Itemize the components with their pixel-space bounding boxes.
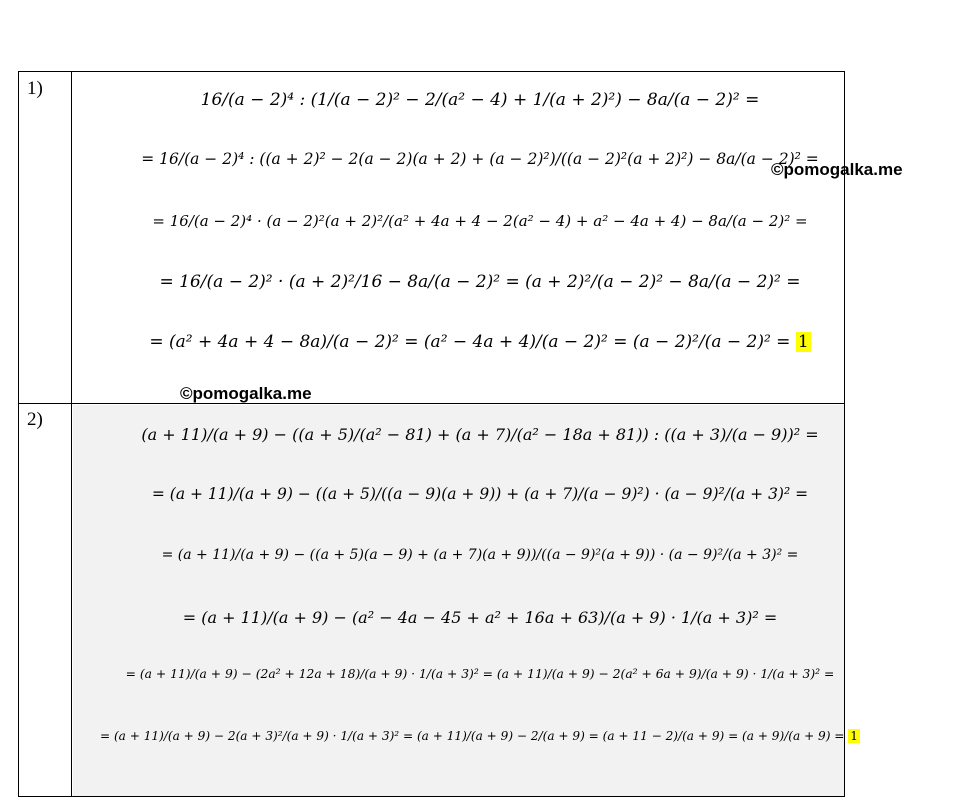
- problem-2-number: 2): [27, 409, 43, 430]
- p1-line-1: 16/(a − 2)⁴ : (1/(a − 2)² − 2/(a² − 4) + 1/(a + 2)²) − 8a/(a − 2)² =: [200, 90, 760, 110]
- row-divider: [19, 403, 844, 404]
- p2-line-4: = (a + 11)/(a + 9) − (a² − 4a − 45 + a² + 16a + 63)/(a + 9) · 1/(a + 3)² =: [182, 608, 778, 627]
- watermark-top-right: ©pomogalka.me: [771, 160, 903, 179]
- p1-line-3: = 16/(a − 2)⁴ · (a − 2)²(a + 2)²/(a² + 4a + 4 − 2(a² − 4) + a² − 4a + 4) − 8a/(a − 2)² =: [152, 212, 808, 230]
- watermark-middle: ©pomogalka.me: [180, 384, 312, 403]
- p2-line-1: (a + 11)/(a + 9) − ((a + 5)/(a² − 81) + (a + 7)/(a² − 18a + 81)) : ((a + 3)/(a − 9))² =: [141, 425, 819, 444]
- p1-line-4: = 16/(a − 2)² · (a + 2)²/16 − 8a/(a − 2)² = (a + 2)²/(a − 2)² − 8a/(a − 2)² =: [159, 272, 801, 292]
- problem-1-number: 1): [27, 78, 43, 99]
- p1-line-2: = 16/(a − 2)⁴ : ((a + 2)² − 2(a − 2)(a + 2) + (a − 2)²)/((a − 2)²(a + 2)²) − 8a/(a − 2)² =: [141, 150, 819, 168]
- p1-line-5: = (a² + 4a + 4 − 8a)/(a − 2)² = (a² − 4a + 4)/(a − 2)² = (a − 2)²/(a − 2)² = 1: [149, 332, 809, 352]
- p2-line-5: = (a + 11)/(a + 9) − (2a² + 12a + 18)/(a + 9) · 1/(a + 3)² = (a + 11)/(a + 9) − 2(a² + 6a + 9)/(a + 9) · 1/(a + 3)² =: [125, 667, 835, 681]
- p2-line-2: = (a + 11)/(a + 9) − ((a + 5)/((a − 9)(a + 9)) + (a + 7)/(a − 9)²) · (a − 9)²/(a + 3)² =: [151, 485, 809, 503]
- p1-answer-highlight: 1: [797, 332, 809, 352]
- p2-answer-highlight: 1: [850, 729, 858, 743]
- p2-line-6: = (a + 11)/(a + 9) − 2(a + 3)²/(a + 9) · 1/(a + 3)² = (a + 11)/(a + 9) − 2/(a + 9) = (a + 11 − 2)/(a + 9) = (a + 9)/(a + 9) = 1: [99, 729, 858, 743]
- p2-line-3: = (a + 11)/(a + 9) − ((a + 5)(a − 9) + (a + 7)(a + 9))/((a − 9)²(a + 9)) · (a − 9)²/(a + 3)² =: [161, 547, 799, 563]
